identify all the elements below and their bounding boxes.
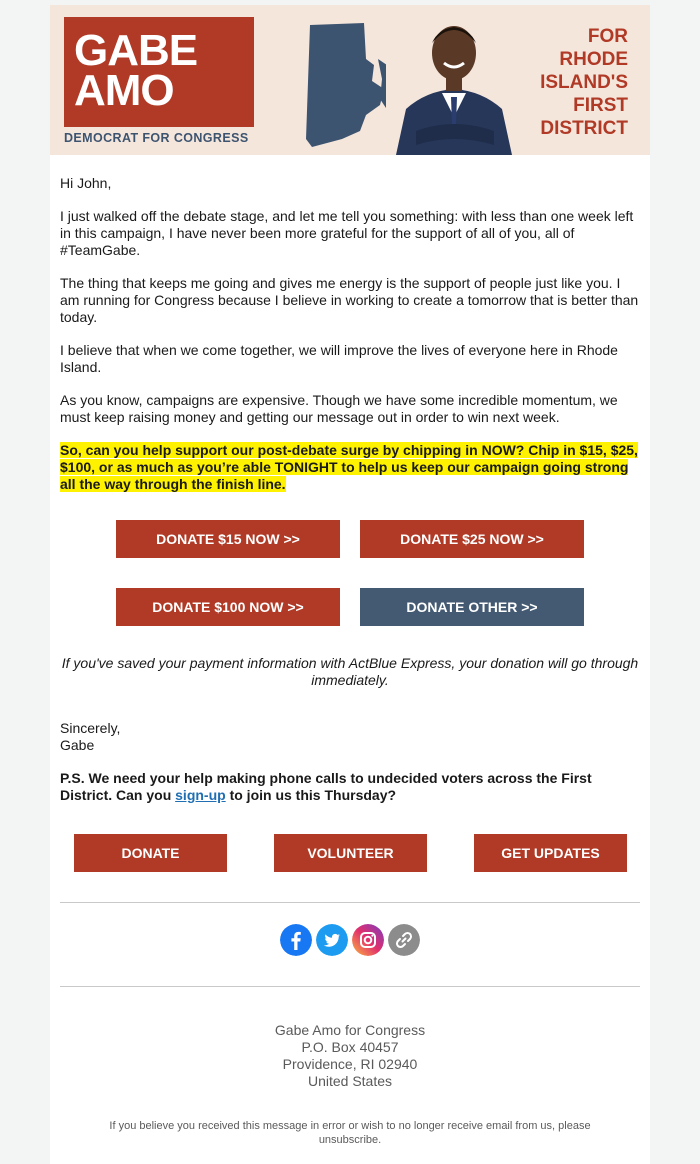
ps-text: P.S. We need your help making phone calls to undecided voters across the First District. Can you bbox=[60, 770, 592, 803]
twitter-icon[interactable] bbox=[316, 924, 348, 956]
header-banner bbox=[50, 5, 650, 155]
highlight-text: So, can you help support our post-debate surge by chipping in NOW? Chip in $15, $25, $100, or as much as you’re able TONIGHT to help us keep our campaign going strong all the way through the finish line. bbox=[60, 442, 638, 492]
paragraph-energy: The thing that keeps me going and gives me energy is the support of people just like you. I am running for Congress because I believe in working to create a tomorrow that is better than today. bbox=[60, 275, 639, 325]
donate-100-button[interactable]: DONATE $100 NOW >> bbox=[116, 588, 340, 626]
closing bbox=[60, 720, 640, 754]
footer-address bbox=[60, 1022, 640, 1090]
donate-other-button[interactable]: DONATE OTHER >> bbox=[360, 588, 584, 626]
logo-tagline: DEMOCRAT FOR CONGRESS bbox=[64, 131, 249, 145]
district-heading: FOR RHODE ISLAND'S FIRST DISTRICT bbox=[540, 26, 628, 139]
paragraph-expensive: As you know, campaigns are expensive. Though we have some incredible momentum, we must keep raising money and getting our message out in order to win next week. bbox=[60, 392, 618, 425]
signup-link[interactable]: sign-up bbox=[175, 787, 226, 803]
email-body bbox=[50, 5, 650, 1164]
facebook-icon[interactable] bbox=[280, 924, 312, 956]
divider-bottom bbox=[60, 986, 640, 987]
postscript bbox=[60, 770, 640, 804]
donate-15-button[interactable]: DONATE $15 NOW >> bbox=[116, 520, 340, 558]
instagram-icon[interactable] bbox=[352, 924, 384, 956]
closing-signature: Gabe bbox=[60, 737, 95, 753]
link-icon[interactable] bbox=[388, 924, 420, 956]
donate-button[interactable]: DONATE bbox=[74, 834, 227, 872]
footer-country: United States bbox=[307, 1073, 393, 1089]
unsubscribe-notice[interactable]: If you believe you received this message in error or wish to no longer receive email from us, please unsubscribe. bbox=[109, 1120, 591, 1146]
greeting: Hi John, bbox=[60, 175, 112, 191]
highlighted-ask bbox=[60, 442, 640, 493]
paragraph-together: I believe that when we come together, we will improve the lives of everyone here in Rhode Island. bbox=[60, 342, 618, 375]
ps-text-end: to join us this Thursday? bbox=[225, 787, 397, 803]
footer-city: Providence, RI 02940 bbox=[282, 1056, 418, 1072]
footer-org: Gabe Amo for Congress bbox=[274, 1022, 426, 1038]
paragraph-debate: I just walked off the debate stage, and let me tell you something: with less than one week left in this campaign, I have never been more grateful for the support of all of you, all of #TeamGabe. bbox=[60, 208, 634, 258]
logo-name: GABE AMO bbox=[74, 26, 198, 115]
divider-top bbox=[60, 902, 640, 903]
get-updates-button[interactable]: GET UPDATES bbox=[474, 834, 627, 872]
volunteer-button[interactable]: VOLUNTEER bbox=[274, 834, 427, 872]
closing-sincerely: Sincerely, bbox=[60, 720, 121, 736]
logo bbox=[64, 17, 254, 127]
donate-25-button[interactable]: DONATE $25 NOW >> bbox=[360, 520, 584, 558]
message-body bbox=[60, 175, 640, 493]
footer-po-box: P.O. Box 40457 bbox=[301, 1039, 399, 1055]
actblue-note: If you've saved your payment information with ActBlue Express, your donation will go through immediately. bbox=[61, 655, 639, 688]
